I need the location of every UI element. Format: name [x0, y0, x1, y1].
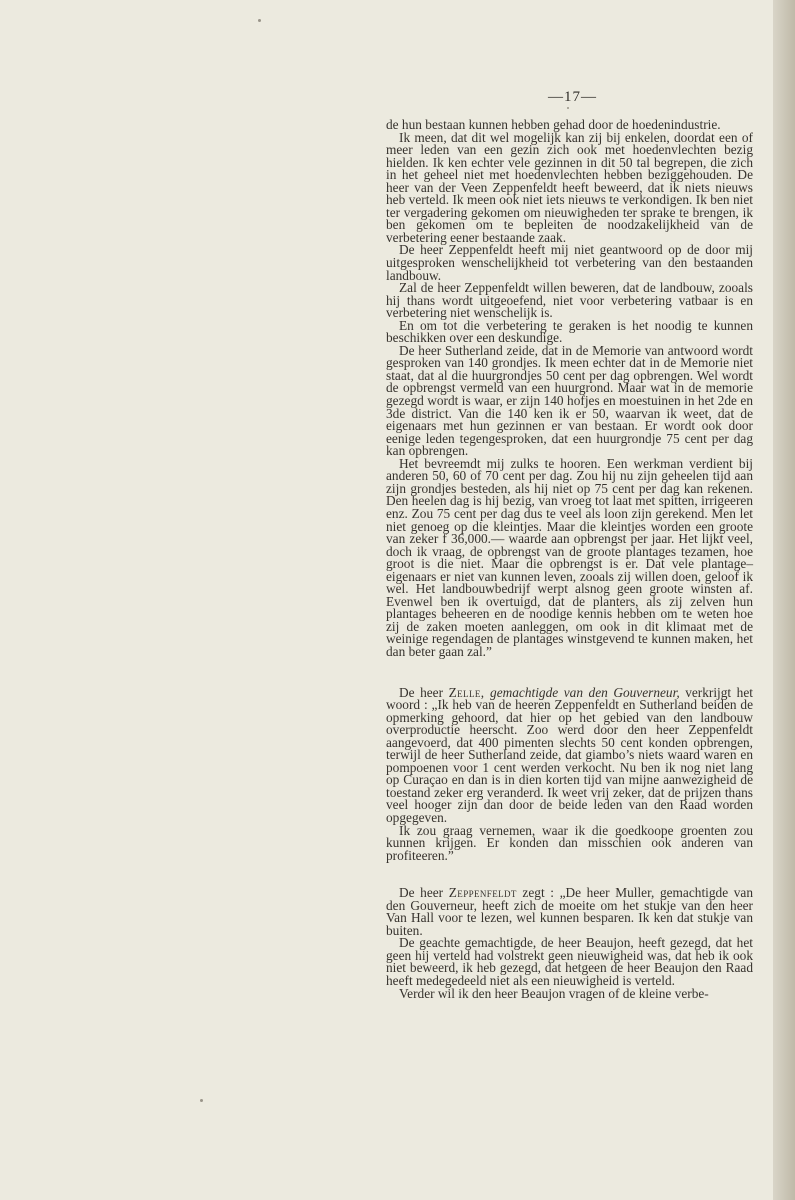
paper-speck — [567, 107, 569, 109]
speaker-prefix: De heer — [399, 885, 444, 901]
paper-speck — [258, 19, 261, 22]
speaker-prefix: De heer — [399, 684, 444, 700]
paragraph: De heer Sutherland zeide, dat in de Memorie van antwoord wordt gesproken van 140 grondjes. Ik meen echter dat in de Memorie niet staat, dat al die huurgrondjes 50 cent per dag opbrengen. Wel wordt de opbrengst vermeld van een huurgrond. Maar wat in de memorie gezegd wordt is waar, er zijn 140 hofjes en moestuinen in het 2de en 3de district. Van die 140 ken ik er 50, waarvan ik weet, dat de eigenaars met hun gezinnen er van bestaan. Er wordt ook door eenige leden tegengesproken, dat een huurgrondje 75 cent per dag kan opbrengen. — [386, 342, 753, 459]
page-edge — [773, 0, 795, 1200]
paragraph: de hun bestaan kunnen hebben gehad door de hoedenindustrie. — [386, 117, 721, 132]
speaker-name: Zelle, — [448, 684, 485, 700]
paper-speck — [200, 1099, 203, 1102]
paragraph: Ik meen, dat dit wel mogelijk kan zij bij enkelen, doordat een of meer leden van een gezin zich ook met hoedenvlechten bezig hielden. Ik ken echter vele gezinnen in dit 50 tal begrepen, die zich in het geheel niet met hoedenvlechten hebben beziggehouden. De heer van der Veen Zeppenfeldt heeft beweerd, dat ik niets nieuws heb verteld. Ik meen ook niet iets nieuws te verkondigen. Ik ben niet ter vergadering gekomen om nieuwigheden ter sprake te brengen, ik ben gekomen om te bepleiten de noodzakelijkheid van de verbetering eener bestaande zaak. — [386, 129, 753, 245]
paragraph: De heer Zeppenfeldt heeft mij niet geantwoord op de door mij uitgesproken wenschelijkheid tot verbetering van den bestaanden landbouw. — [386, 242, 753, 283]
paragraph-zeppenfeldt — [386, 887, 753, 937]
paragraph: Verder wil ik den heer Beaujon vragen of de kleine verbe- — [399, 985, 709, 1001]
speaker-name: Zeppenfeldt — [448, 885, 517, 901]
paragraph: Het bevreemdt mij zulks te hooren. Een werkman verdient bij anderen 50, 60 of 70 cent per dag. Zou hij nu zijn geheelen tijd aan zijn grondjes besteden, als hij niet op 75 cent per dag kan rekenen. Den heelen dag is hij bezig, van vroeg tot laat met spitten, irrigeeren enz. Zou 75 cent per dag dus te veel als loon zijn gerekend. Men let niet genoeg op die kleintjes. Maar die kleintjes worden een groote van zeker f 36,000.— waarde aan opbrengst per jaar. Het lijkt veel, doch ik vraag, de opbrengst van de groote plantages tezamen, hoe groot is die niet. Maar die opbrengst is er. Dat vele plantage–eigenaars er niet van kunnen leven, zooals zij willen doen, geloof ik wel. Het landbouwbedrijf werpt alsnog geen groote winsten af. Evenwel ben ik overtuigd, dat de planters, als zij zelven hun plantages beheeren en de noodige kennis hebben om te weten hoe zij de zaken moeten aanleggen, om ook in dit klimaat met de weinige regendagen de plantages winstgevend te kunnen maken, het dan beter gaan zal.” — [386, 455, 753, 659]
paragraph: Ik zou graag vernemen, waar ik die goedkoope groenten zou kunnen krijgen. Er konden dan misschien ook anderen van profiteeren.” — [386, 822, 753, 863]
speaker-role: gemachtigde van den Gouverneur, — [490, 684, 680, 700]
page-number: —17— — [548, 89, 597, 105]
paragraph: En om tot die verbetering te geraken is het noodig te kunnen beschikken over een deskundige. — [386, 317, 753, 346]
speech-text: verkrijgt het woord : „Ik heb van de heeren Zeppenfeldt en Sutherland beiden de opmerking gehoord, dat hier op het gebied van den landbouw overproductie heerscht. Zoo werd door den heer Zeppenfeldt aangevoerd, dat 400 pimenten slechts 50 cent konden opbrengen, terwijl de heer Sutherland zeide, dat giambo’s niets waard waren en pompoenen voor 1 cent werden verkocht. Nu ben ik nog niet lang op Curaçao en dan is in dien korten tijd van mijne aanwezigheid de toestand zeker erg veranderd. Ik weet vrij zeker, dat de prijzen thans veel hooger zijn dan door de beide leden van den Raad worden opgegeven. — [386, 684, 753, 825]
text-column — [386, 119, 753, 1000]
paragraph-zelle — [386, 684, 753, 825]
speech-text: zegt : „De heer Muller, gemachtigde van den Gouverneur, heeft zich de moeite om het stukje van den heer Van Hall voor te lezen, wel kunnen besparen. Ik ken dat stukje van buiten. — [386, 885, 753, 938]
paragraph: De geachte gemachtigde, de heer Beaujon, heeft gezegd, dat het geen hij verteld had volstrekt geen nieuwigheid was, dat heb ik ook niet beweerd, ik heb gezegd, dat hetgeen de heer Beaujon den Raad heeft medegedeeld niet als een nieuwigheid is verteld. — [386, 935, 753, 988]
paragraph: Zal de heer Zeppenfeldt willen beweren, dat de landbouw, zooals hij thans wordt uitgeoefend, niet voor verbetering vatbaar is en verbetering niet wenschelijk is. — [386, 280, 753, 321]
